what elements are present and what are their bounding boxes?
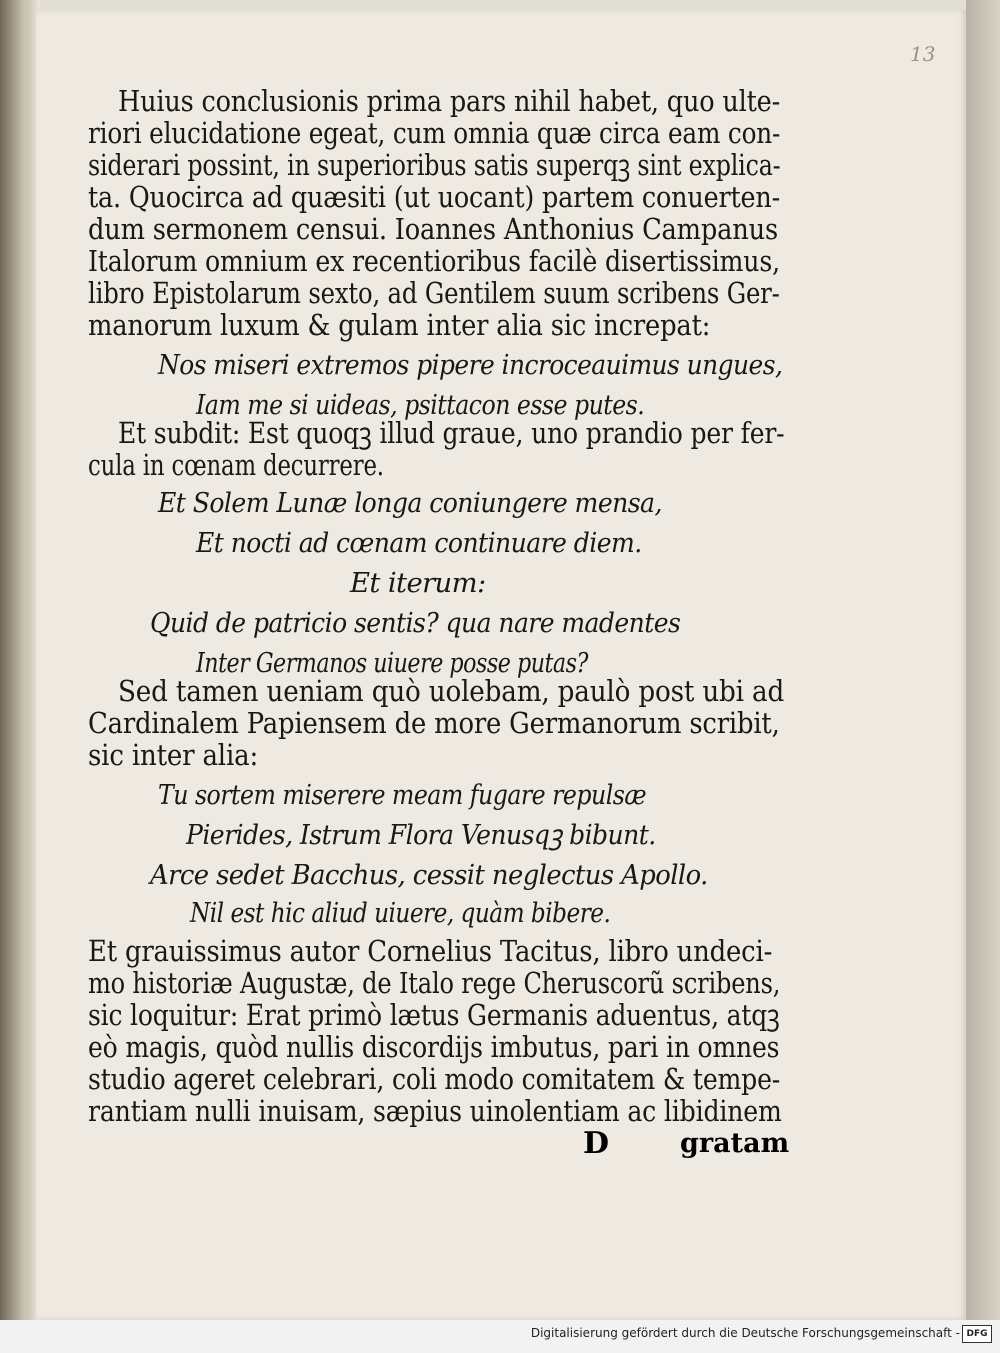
verse-line: Et iterum: [350, 568, 486, 599]
text-line: sic loquitur: Erat primò lætus Germanis aduentus, atqꝫ [88, 999, 780, 1032]
text-line: eò magis, quòd nullis discordijs imbutus, pari in omnes [88, 1031, 780, 1064]
text-line: riori elucidatione egeat, cum omnia quæ circa eam con- [88, 117, 781, 150]
text-line: Huius conclusionis prima pars nihil habet, quo ulte- [118, 85, 781, 118]
verse-line: Inter Germanos uiuere posse putas? [196, 648, 588, 679]
catchword: gratam [680, 1128, 790, 1159]
text-line: rantiam nulli inuisam, sæpius uinolentiam ac libidinem [88, 1095, 782, 1128]
text-line: Italorum omnium ex recentioribus facilè disertissimus, [88, 245, 780, 278]
text-line: siderari possint, in superioribus satis superqꝫ sint explica- [88, 149, 781, 182]
verse-line: Et nocti ad cœnam continuare diem. [196, 528, 642, 559]
signature-mark: D [583, 1126, 610, 1161]
verse-line: Quid de patricio sentis? qua nare madentes [150, 608, 681, 639]
dfg-logo-icon: DFG [962, 1325, 992, 1343]
verse-line: Pierides, Istrum Flora Venusqꝫ bibunt. [186, 820, 656, 851]
text-line: cula in cœnam decurrere. [88, 449, 384, 482]
text-line: manorum luxum & gulam inter alia sic increpat: [88, 309, 711, 342]
text-line: sic inter alia: [88, 739, 259, 772]
text-line: Sed tamen ueniam quò uolebam, paulò post ubi ad [118, 675, 785, 708]
verse-line: Iam me si uideas, psittacon esse putes. [196, 390, 645, 421]
verse-line: Nos miseri extremos pipere incroceauimus ungues, [158, 350, 783, 381]
text-line: libro Epistolarum sexto, ad Gentilem suum scribens Ger- [88, 277, 780, 310]
folio-number: 13 [910, 42, 936, 66]
digitization-credit: Digitalisierung gefördert durch die Deutsche Forschungsgemeinschaft - [530, 1326, 960, 1340]
text-line: Cardinalem Papiensem de more Germanorum scribit, [88, 707, 780, 740]
text-line: studio ageret celebrari, coli modo comitatem & tempe- [88, 1063, 781, 1096]
verse-line: Et Solem Lunæ longa coniungere mensa, [158, 488, 662, 519]
text-line: Et grauissimus autor Cornelius Tacitus, libro undeci- [88, 935, 773, 968]
text-line: ta. Quocirca ad quæsiti (ut uocant) partem conuerten- [88, 181, 781, 214]
text-line: dum sermonem censui. Ioannes Anthonius Campanus [88, 213, 778, 246]
text-line: mo historiæ Augustæ, de Italo rege Cheruscorũ scribens, [88, 967, 781, 1000]
verse-line: Tu sortem miserere meam fugare repulsæ [158, 780, 647, 811]
verse-line: Nil est hic aliud uiuere, quàm bibere. [190, 898, 611, 929]
text-line: Et subdit: Est quoqꝫ illud graue, uno prandio per fer- [118, 417, 785, 450]
verse-line: Arce sedet Bacchus, cessit neglectus Apollo. [150, 860, 708, 891]
